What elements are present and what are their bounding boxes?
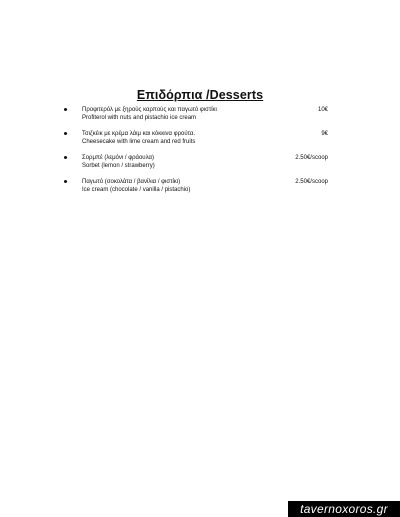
item-price: 10€ <box>317 107 328 113</box>
item-greek-name: Τσιζκέικ με κρέμα λάιμ και κόκκινα φρούτα. <box>82 131 196 137</box>
page-title: Επιδόρπια /Desserts <box>136 88 264 102</box>
menu-item-ice-cream <box>0 179 400 203</box>
watermark-logo: tavernoxoros.gr <box>288 501 400 517</box>
item-price: 2.50€/scoop <box>295 155 328 161</box>
item-greek-name: Παγωτό (σοκολάτα / βανίλια / φιστίκι) <box>82 179 181 185</box>
bullet-icon <box>64 180 67 183</box>
item-english-name: Ice cream (chocolate / vanilla / pistachio) <box>82 187 191 193</box>
menu-item-sorbet <box>0 155 400 179</box>
item-english-name: Cheesecake with lime cream and red fruits <box>82 139 196 145</box>
item-english-name: Profiterol with nuts and pistachio ice cream <box>82 115 197 121</box>
item-greek-name: Σορμπέ (λεμόνι / φράουλα) <box>82 155 154 161</box>
menu-item-profiterol <box>0 107 400 131</box>
menu-item-cheesecake <box>0 131 400 155</box>
item-price: 2.50€/scoop <box>295 179 328 185</box>
bullet-icon <box>64 108 67 111</box>
bullet-icon <box>64 156 67 159</box>
item-english-name: Sorbet (lemon / strawberry) <box>82 163 155 169</box>
bullet-icon <box>64 132 67 135</box>
item-greek-name: Προφιτερόλ με ξηρούς καρπούς και παγωτό φιστίκι <box>82 107 217 113</box>
item-price: 9€ <box>321 131 328 137</box>
